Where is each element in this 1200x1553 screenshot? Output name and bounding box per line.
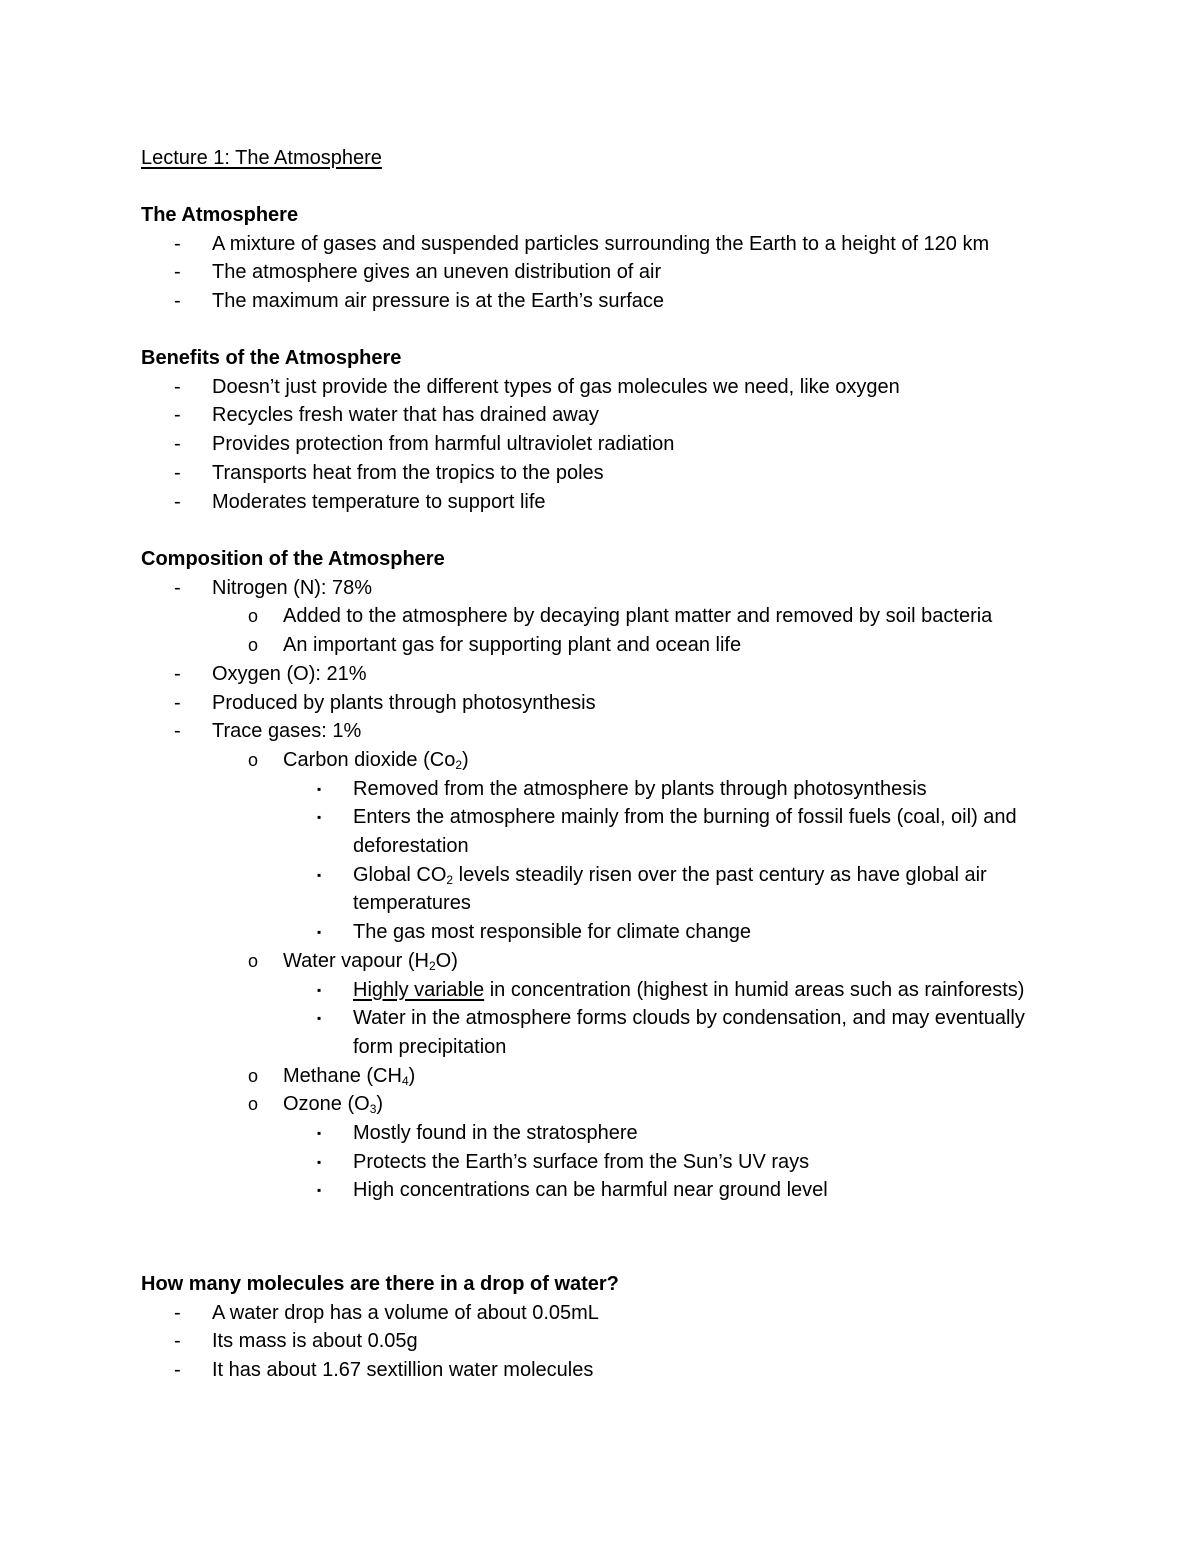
section-heading: Benefits of the Atmosphere: [141, 347, 402, 369]
circle-bullet: o: [248, 1065, 259, 1086]
circle-bullet: o: [248, 1094, 259, 1115]
sub-list-item-ozone: o Ozone $(O_3)$: [141, 1090, 1141, 1119]
sub-sub-list-item: ▪ The gas most responsible for climate change: [141, 918, 1141, 947]
dash-bullet: -: [174, 375, 181, 398]
sub-sub-list-item: ▪ Global $CO_2$ levels steadily risen over the past century as have global air temperatures: [141, 861, 1141, 918]
dash-bullet: -: [174, 290, 181, 313]
sub-sub-list-item: ▪ Protects the Earth’s surface from the Sun’s UV rays: [141, 1148, 1141, 1177]
square-bullet: ▪: [317, 781, 322, 796]
dash-bullet: -: [174, 490, 181, 513]
list-item: - The atmosphere gives an uneven distribution of air: [141, 258, 1141, 287]
list-item: - Transports heat from the tropics to the poles: [141, 459, 1141, 488]
dash-bullet: -: [174, 261, 181, 284]
sub-sub-list-item: ▪ Water in the atmosphere forms clouds by condensation, and may eventually form precipitation: [141, 1004, 1141, 1061]
list-item: - Nitrogen (N): 78%: [141, 574, 1141, 603]
section-heading: Composition of the Atmosphere: [141, 548, 445, 570]
sub-list-item: o Added to the atmosphere by decaying plant matter and removed by soil bacteria: [141, 602, 1141, 631]
sub-list-item-water: o Water vapour $(H_2O)$: [141, 947, 1141, 976]
square-bullet: ▪: [317, 1011, 322, 1026]
dash-bullet: -: [174, 433, 181, 456]
list-item: - A mixture of gases and suspended particles surrounding the Earth to a height of 120 km: [141, 230, 1141, 259]
section-composition: [141, 545, 1141, 1205]
square-bullet: ▪: [317, 1126, 322, 1141]
list-item: - Produced by plants through photosynthesis: [141, 689, 1141, 718]
sub-sub-list-item: ▪ High concentrations can be harmful near ground level: [141, 1176, 1141, 1205]
dash-bullet: -: [174, 1359, 181, 1382]
dash-bullet: -: [174, 576, 181, 599]
section-heading: The Atmosphere: [141, 204, 299, 226]
dash-bullet: -: [174, 691, 181, 714]
list-item: - Its mass is about 0.05g: [141, 1327, 1141, 1356]
list-item: - Recycles fresh water that has drained away: [141, 401, 1141, 430]
list-item: - A water drop has a volume of about 0.05mL: [141, 1299, 1141, 1328]
section-heading: How many molecules are there in a drop of water?: [141, 1273, 619, 1295]
dash-bullet: -: [174, 404, 181, 427]
circle-bullet: o: [248, 950, 259, 971]
page-title: Lecture 1: The Atmosphere: [141, 147, 382, 169]
section-atmosphere: [141, 201, 1141, 316]
dash-bullet: -: [174, 232, 181, 255]
sub-sub-list-item: ▪ Mostly found in the stratosphere: [141, 1119, 1141, 1148]
square-bullet: ▪: [317, 810, 322, 825]
list-item: - Moderates temperature to support life: [141, 488, 1141, 517]
section-molecules: [141, 1270, 1141, 1385]
list-item: - It has about 1.67 sextillion water molecules: [141, 1356, 1141, 1385]
square-bullet: ▪: [317, 982, 322, 997]
list-item: - Provides protection from harmful ultraviolet radiation: [141, 430, 1141, 459]
sub-sub-list-item: ▪ Enters the atmosphere mainly from the burning of fossil fuels (coal, oil) and deforestation: [141, 803, 1141, 860]
sub-sub-list-item: ▪ Removed from the atmosphere by plants through photosynthesis: [141, 775, 1141, 804]
circle-bullet: o: [248, 606, 259, 627]
square-bullet: ▪: [317, 1183, 322, 1198]
square-bullet: ▪: [317, 925, 322, 940]
dash-bullet: -: [174, 1301, 181, 1324]
sub-list-item: o An important gas for supporting plant and ocean life: [141, 631, 1141, 660]
sub-list-item-methane: o Methane $(CH_4)$: [141, 1062, 1141, 1091]
sub-sub-list-item: ▪ Highly variable in concentration (highest in humid areas such as rainforests): [141, 976, 1141, 1005]
list-item: - Trace gases: 1%: [141, 717, 1141, 746]
circle-bullet: o: [248, 749, 259, 770]
dash-bullet: -: [174, 461, 181, 484]
dash-bullet: -: [174, 662, 181, 685]
circle-bullet: o: [248, 635, 259, 656]
section-benefits: [141, 344, 1141, 516]
square-bullet: ▪: [317, 867, 322, 882]
list-item: - Doesn’t just provide the different types of gas molecules we need, like oxygen: [141, 373, 1141, 402]
list-item: - Oxygen (O): 21%: [141, 660, 1141, 689]
dash-bullet: -: [174, 720, 181, 743]
list-item: - The maximum air pressure is at the Earth’s surface: [141, 287, 1141, 316]
dash-bullet: -: [174, 1330, 181, 1353]
square-bullet: ▪: [317, 1154, 322, 1169]
underlined-term: Highly variable: [353, 978, 485, 1001]
sub-list-item-co2: o Carbon dioxide $(Co_2)$: [141, 746, 1141, 775]
